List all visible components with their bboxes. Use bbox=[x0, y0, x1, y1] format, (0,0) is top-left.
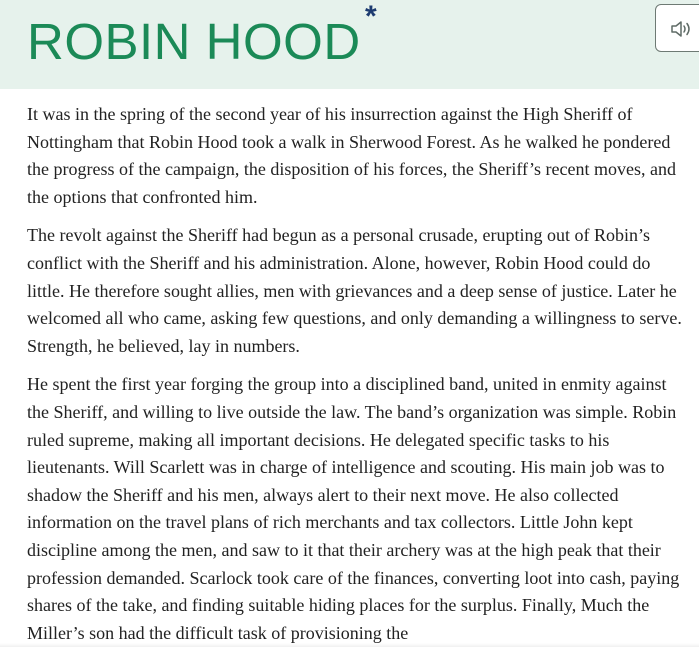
paragraph-2: The revolt against the Sheriff had begun as a personal crusade, erupting out of Robin’s conflict with the Sheriff and his administration. Alone, however, Robin Hood could do little. He therefore sought allies, men with grievances and a deep sense of justice. Later he welcomed all who came, asking few questions, and only demanding a willingness to serve. Strength, he believed, lay in numbers. bbox=[27, 225, 682, 356]
footnote-asterisk[interactable]: * bbox=[365, 0, 377, 33]
paragraph-1: It was in the spring of the second year of his insurrection against the High Sheriff of Nottingham that Robin Hood took a walk in Sherwood Forest. As he walked he pondered the progress of the campaign, the disposition of his forces, the Sheriff’s recent moves, and the options that confronted him. bbox=[27, 104, 677, 207]
speaker-icon bbox=[670, 19, 692, 39]
listen-audio-button[interactable] bbox=[655, 4, 699, 52]
paragraph-3: He spent the first year forging the group into a disciplined band, united in enmity against the Sheriff, and willing to live outside the law. The band’s organization was simple. Robin ruled supreme, making all important decisions. He delegated specific tasks to his lieutenants. Will Scarlett was in charge of intelligence and scouting. His main job was to shadow the Sheriff and his men, always alert to their next move. He also collected information on the travel plans of rich merchants and tax collectors. Little John kept discipline among the men, and saw to it that their archery was at the high peak that their profession demanded. Scarlock took care of the finances, converting loot into cash, paying shares of the take, and finding suitable hiding places for the surplus. Finally, Much the Miller’s son had the difficult task of provisioning the bbox=[27, 374, 680, 643]
page-title: ROBIN HOOD bbox=[27, 13, 361, 70]
article-body bbox=[27, 101, 687, 658]
scroll-fade bbox=[0, 643, 699, 647]
title-banner bbox=[0, 0, 699, 89]
